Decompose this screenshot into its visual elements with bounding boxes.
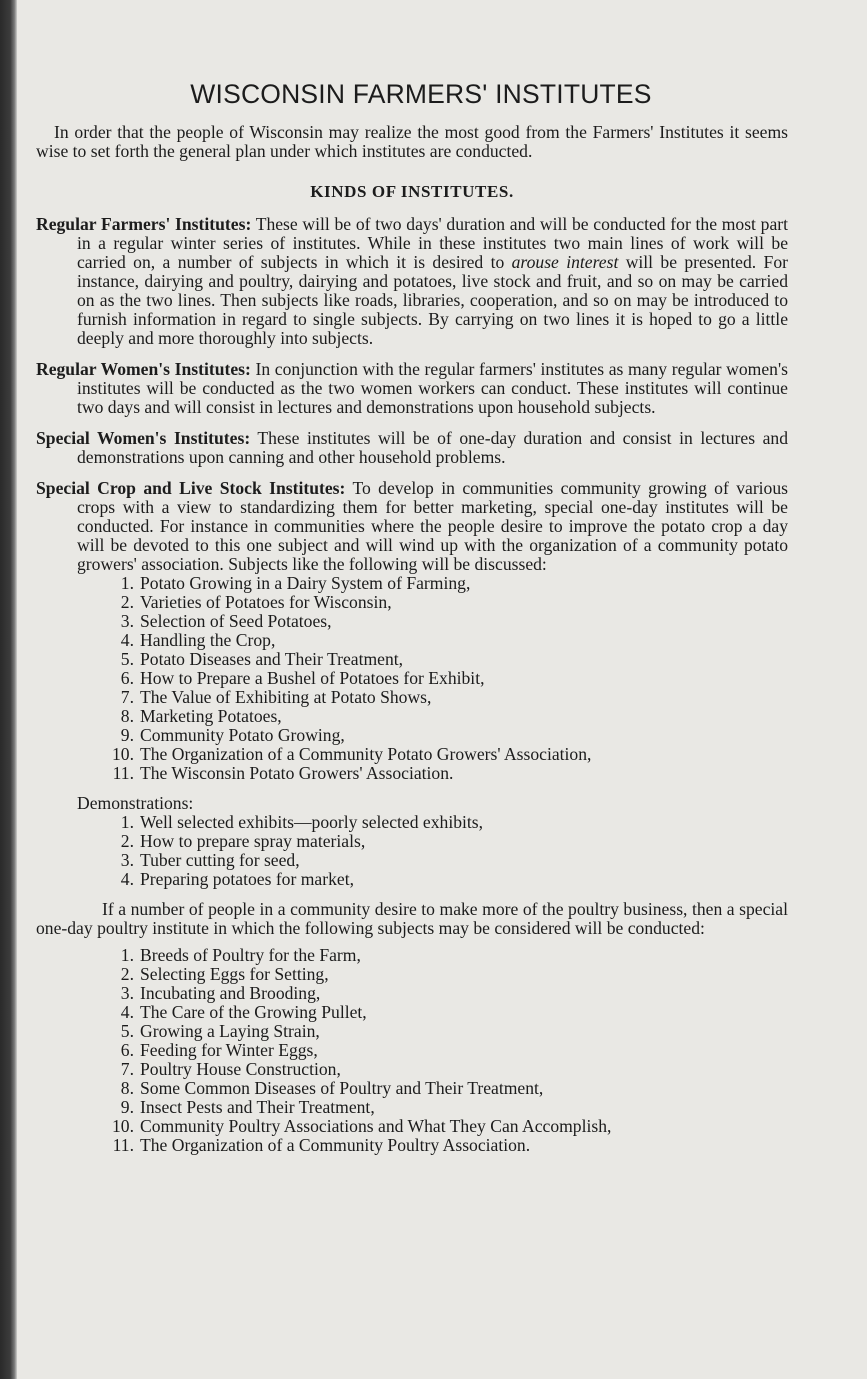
list-item <box>36 851 788 870</box>
section-heading: KINDS OF INSTITUTES. <box>310 182 514 201</box>
entry-text: To develop in communities community growing of various crops with a view to standardizing them for better marketing, special one-day institutes will be conducted. For instance in communities where the people desire to improve the potato crop a day will be devoted to this one subject and will wind up with the organization of a community potato growers' association. Subjects like the following will be discussed: <box>77 478 789 574</box>
list-item <box>36 1022 788 1041</box>
entry-special-crop-institutes <box>36 479 788 574</box>
list-text: Well selected exhibits—poorly selected exhibits, <box>140 812 484 832</box>
list-item <box>36 1003 788 1022</box>
list-text: The Wisconsin Potato Growers' Association. <box>140 763 454 783</box>
list-number: 10. <box>112 744 134 764</box>
list-number: 4. <box>120 869 134 889</box>
list-number: 9. <box>120 1097 134 1117</box>
list-number: 6. <box>120 668 134 688</box>
list-text: Community Potato Growing, <box>140 725 345 745</box>
list-item <box>36 745 788 764</box>
list-item <box>36 764 788 783</box>
list-text: The Care of the Growing Pullet, <box>140 1002 367 1022</box>
list-item <box>36 1136 788 1155</box>
list-text: Growing a Laying Strain, <box>140 1021 320 1041</box>
list-item <box>36 1079 788 1098</box>
list-number: 2. <box>120 831 134 851</box>
list-number: 1. <box>120 812 134 832</box>
list-number: 7. <box>120 1059 134 1079</box>
list-number: 10. <box>112 1116 134 1136</box>
list-number: 6. <box>120 1040 134 1060</box>
entry-regular-womens-institutes <box>36 360 788 417</box>
list-item <box>36 650 788 669</box>
list-number: 3. <box>120 983 134 1003</box>
list-number: 4. <box>120 1002 134 1022</box>
list-item <box>36 832 788 851</box>
list-item <box>36 870 788 889</box>
list-item <box>36 593 788 612</box>
demonstrations-label: Demonstrations: <box>77 793 194 813</box>
list-text: The Value of Exhibiting at Potato Shows, <box>140 687 432 707</box>
list-number: 3. <box>120 611 134 631</box>
list-text: Some Common Diseases of Poultry and Their Treatment, <box>140 1078 544 1098</box>
list-item <box>36 707 788 726</box>
list-text: How to prepare spray materials, <box>140 831 366 851</box>
entry-heading: Regular Women's Institutes: <box>36 359 251 379</box>
list-text: Community Poultry Associations and What They Can Accomplish, <box>140 1116 612 1136</box>
list-number: 7. <box>120 687 134 707</box>
list-item <box>36 612 788 631</box>
list-text: Selecting Eggs for Setting, <box>140 964 329 984</box>
document-page <box>36 78 788 1166</box>
list-text: Potato Diseases and Their Treatment, <box>140 649 404 669</box>
list-text: Preparing potatoes for market, <box>140 869 354 889</box>
entry-text: In conjunction with the regular farmers' institutes as many regular women's institutes will be conducted as the two women workers can conduct. These institutes will continue two days and will consist in lectures and demonstrations upon household subjects. <box>77 359 788 417</box>
page-title: WISCONSIN FARMERS' INSTITUTES <box>190 79 652 109</box>
list-number: 8. <box>120 1078 134 1098</box>
entry-text: will be presented. For instance, dairying and poultry, dairying and potatoes, live stock and fruit, and so on may be carried on as the two lines. Then subjects like roads, libraries, cooperation, and so on may be introduced to furnish information in regard to single subjects. By carrying on two lines it is hoped to go a little deeply and more thoroughly into subjects. <box>77 252 788 348</box>
list-number: 1. <box>120 945 134 965</box>
list-item <box>36 574 788 593</box>
list-item <box>36 631 788 650</box>
list-item <box>36 1041 788 1060</box>
poultry-intro-paragraph: If a number of people in a community desire to make more of the poultry business, then a special one-day poultry institute in which the following subjects may be considered will be conducted: <box>36 899 788 938</box>
list-item <box>36 946 788 965</box>
list-text: Varieties of Potatoes for Wisconsin, <box>140 592 392 612</box>
list-text: The Organization of a Community Potato Growers' Association, <box>140 744 592 764</box>
list-text: The Organization of a Community Poultry Association. <box>140 1135 531 1155</box>
list-number: 5. <box>120 1021 134 1041</box>
list-number: 5. <box>120 649 134 669</box>
list-number: 3. <box>120 850 134 870</box>
list-number: 11. <box>112 763 134 783</box>
list-number: 8. <box>120 706 134 726</box>
list-text: Handling the Crop, <box>140 630 276 650</box>
list-item <box>36 984 788 1003</box>
list-text: Insect Pests and Their Treatment, <box>140 1097 375 1117</box>
list-item <box>36 1117 788 1136</box>
entry-text: These institutes will be of one-day duration and consist in lectures and demonstrations upon canning and other household problems. <box>77 428 788 467</box>
entry-text: These will be of two days' duration and will be conducted for the most part in a regular winter series of institutes. While in these institutes two main lines of work will be carried on, a number of subjects in which it is desired to <box>77 214 788 272</box>
list-number: 9. <box>120 725 134 745</box>
list-text: Potato Growing in a Dairy System of Farming, <box>140 573 471 593</box>
list-number: 4. <box>120 630 134 650</box>
demonstrations-list <box>36 813 788 889</box>
book-spine-shadow <box>0 0 17 1379</box>
list-item <box>36 726 788 745</box>
list-item <box>36 669 788 688</box>
entry-emphasis: arouse interest <box>511 252 619 272</box>
list-item <box>36 965 788 984</box>
entry-special-womens-institutes <box>36 429 788 467</box>
list-number: 2. <box>120 964 134 984</box>
list-item <box>36 813 788 832</box>
list-text: Incubating and Brooding, <box>140 983 321 1003</box>
intro-paragraph: In order that the people of Wisconsin may realize the most good from the Farmers' Institutes it seems wise to set forth the general plan under which institutes are conducted. <box>36 122 788 161</box>
potato-subjects-list <box>36 574 788 783</box>
list-text: Feeding for Winter Eggs, <box>140 1040 318 1060</box>
entry-heading: Special Crop and Live Stock Institutes: <box>36 478 346 498</box>
list-number: 1. <box>120 573 134 593</box>
poultry-subjects-list <box>36 946 788 1155</box>
list-text: Marketing Potatoes, <box>140 706 282 726</box>
list-text: How to Prepare a Bushel of Potatoes for Exhibit, <box>140 668 485 688</box>
entry-heading: Regular Farmers' Institutes: <box>36 214 252 234</box>
list-item <box>36 1060 788 1079</box>
list-item <box>36 1098 788 1117</box>
list-text: Tuber cutting for seed, <box>140 850 300 870</box>
list-text: Poultry House Construction, <box>140 1059 341 1079</box>
entry-heading: Special Women's Institutes: <box>36 428 251 448</box>
list-number: 11. <box>112 1135 134 1155</box>
entry-regular-farmers-institutes <box>36 215 788 348</box>
list-number: 2. <box>120 592 134 612</box>
list-text: Selection of Seed Potatoes, <box>140 611 332 631</box>
list-item <box>36 688 788 707</box>
list-text: Breeds of Poultry for the Farm, <box>140 945 361 965</box>
